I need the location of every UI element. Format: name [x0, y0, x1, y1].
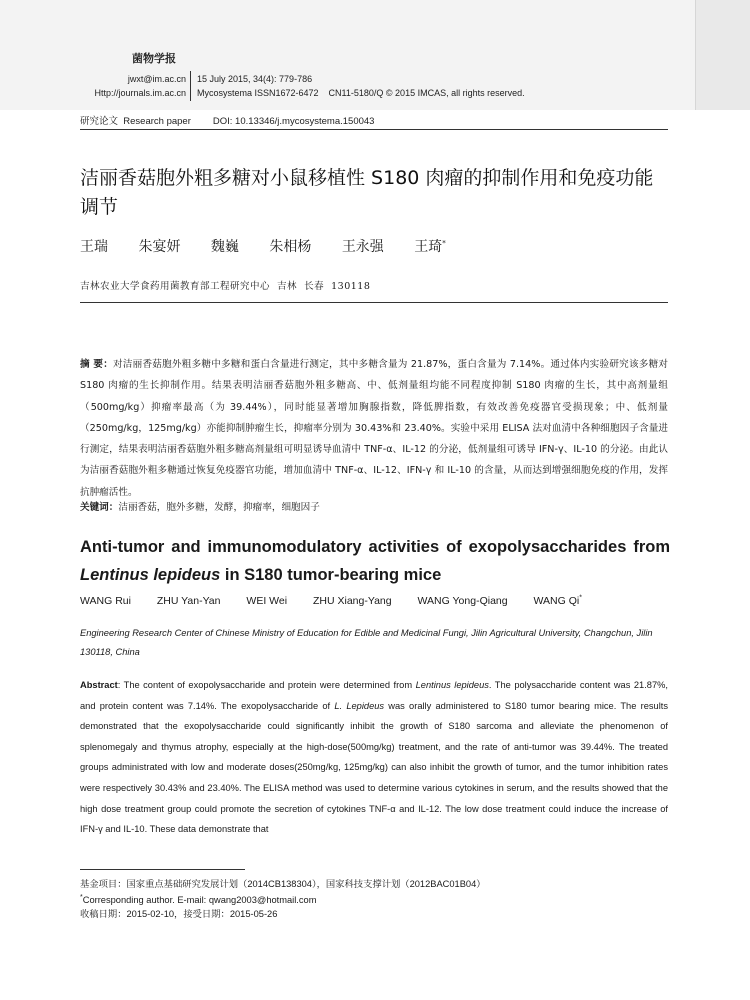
journal-header-band [0, 0, 750, 110]
chinese-authors [80, 236, 472, 256]
affiliation-rule [80, 302, 668, 303]
en-abstract-text: was orally administered to S180 tumor bearing mice. The results demonstrated that the exopolysaccharide could significantly inhibit the growth of S180 sarcoma and alleviate the phenomenon of splenomegaly and thymus atrophy, especially at the high-dose(500mg/kg) treatment, and the rate of anti-tumor was 39.44%. The treated groups administrated with low and moderate doses(250mg/kg, 125mg/kg) can also inhibit the growth of tumor, and the tumor inhibition rates were respectively 30.43% and 23.40%. The ELISA method was used to determine various cytokines in serum, and the results showed that the high dose treatment group could promote the secretion of cytokines TNF-α and IL-12. The low dose treatment could induce the increase of IFN-γ and IL-10. These data demonstrate that [80, 700, 668, 835]
en-title-part: Anti-tumor and immunomodulatory activities of exopolysaccharides from [80, 538, 670, 556]
en-author: WANG Rui [80, 595, 131, 607]
funding-footnote: 基金项目：国家重点基础研究发展计划（2014CB138304），国家科技支撑计划（2012BAC01B04） [80, 879, 486, 889]
en-author: ZHU Xiang-Yang [313, 595, 392, 607]
zh-author-corresponding: 王琦 [414, 239, 443, 255]
corresponding-mark: * [80, 893, 83, 901]
zh-author: 魏巍 [210, 239, 239, 255]
zh-author: 朱相杨 [269, 239, 312, 255]
zh-keywords-label: 关键词： [80, 502, 119, 513]
en-abstract-label: Abstract [80, 680, 118, 690]
zh-abstract-label: 摘 要： [80, 359, 114, 370]
chinese-keywords [80, 499, 320, 513]
zh-abstract-text: 对洁丽香菇胞外粗多糖中多糖和蛋白含量进行测定，其中多糖含量为 21.87%，蛋白含量为 7.14%。通过体内实验研究该多糖对 S180 肉瘤的生长抑制作用。结果表明洁丽香菇胞外粗多糖高、中、低剂量组均能不同程度抑制 S180 肉瘤的生长，其中高剂量组（500mg/kg）抑瘤率最高（为 39.44%），同时能显著增加胸腺指数，降低脾指数，有效改善免疫器官受损现象；中、低剂量（250mg/kg，125mg/kg）亦能抑制肿瘤生长，抑瘤率分别为 30.43%和 23.40%。实验中采用 ELISA 法对血清中各种细胞因子含量进行测定，结果表明洁丽香菇胞外粗多糖高剂量组可明显诱导血清中 TNF-α、IL-12 的分泌，低剂量组可诱导 IFN-γ、IL-10 的分泌。由此认为洁丽香菇胞外粗多糖通过恢复免疫器官功能，增加血清中 TNF-α、IL-12、IFN-γ 和 IL-10 的含量，从而达到增强细胞免疫的作用，发挥抗肿瘤活性。 [80, 359, 669, 498]
en-author [534, 595, 582, 607]
corresponding-mark: * [579, 594, 582, 602]
en-title-species: Lentinus lepideus [80, 566, 221, 584]
en-author: ZHU Yan-Yan [156, 595, 221, 607]
en-author: WANG Yong-Qiang [417, 595, 508, 607]
dates-footnote: 收稿日期：2015-02-10，接受日期：2015-05-26 [80, 909, 278, 919]
header-divider [190, 71, 191, 101]
corresponding-mark: * [442, 239, 446, 248]
chinese-affiliation: 吉林农业大学食药用菌教育部工程研究中心 吉林 长春 130118 [80, 281, 371, 292]
english-affiliation: Engineering Research Center of Chinese Ministry of Education for Edible and Medicinal Fungi, Jilin Agricultural University, Changchun, Jilin 130118, China [80, 628, 653, 657]
journal-email: jwxt@im.ac.cn [127, 74, 186, 84]
corresponding-footnote [80, 893, 316, 907]
english-abstract [80, 675, 668, 840]
zh-keywords-text: 洁丽香菇，胞外多糖，发酵，抑瘤率，细胞因子 [118, 502, 320, 513]
footnote-rule [80, 869, 245, 870]
zh-author: 王瑞 [80, 239, 108, 255]
doi: DOI: 10.13346/j.mycosystema.150043 [212, 116, 375, 127]
en-abstract-text: . The polysaccharide content was 21.87%, and protein content was 7.14%. The exopolysaccharide of [80, 680, 668, 711]
top-rule [80, 129, 668, 130]
journal-name: 菌物学报 [132, 53, 176, 65]
en-abstract-species: Lentinus lepideus [415, 680, 489, 690]
journal-contact [80, 72, 186, 100]
issn-copyright: Mycosystema ISSN1672-6472 CN11-5180/Q © 2015 IMCAS, all rights reserved. [197, 88, 525, 98]
chinese-title: 洁丽香菇胞外粗多糖对小鼠移植性 S180 肉瘤的抑制作用和免疫功能调节 [80, 167, 654, 218]
english-authors [80, 595, 605, 607]
en-author: WEI Wei [246, 595, 288, 607]
english-title [80, 533, 670, 589]
en-abstract-text: : The content of exopolysaccharide and protein were determined from [117, 680, 416, 690]
en-abstract-species: L. Lepideus [334, 700, 385, 711]
zh-author [414, 239, 446, 255]
issue-date-volume: 15 July 2015, 34(4): 779-786 [197, 74, 313, 84]
journal-issue-info [197, 72, 525, 100]
en-title-part: in S180 tumor-bearing mice [220, 566, 442, 584]
article-type-line [80, 113, 374, 127]
zh-author: 朱宴妍 [138, 239, 181, 255]
chinese-abstract [80, 354, 668, 503]
article-type: 研究论文 Research paper [80, 116, 191, 127]
corresponding-text: Corresponding author. E-mail: qwang2003@hotmail.com [82, 895, 317, 905]
journal-url: Http://journals.im.ac.cn [94, 88, 186, 98]
en-author-corresponding: WANG Qi [533, 595, 580, 607]
zh-author: 王永强 [341, 239, 384, 255]
